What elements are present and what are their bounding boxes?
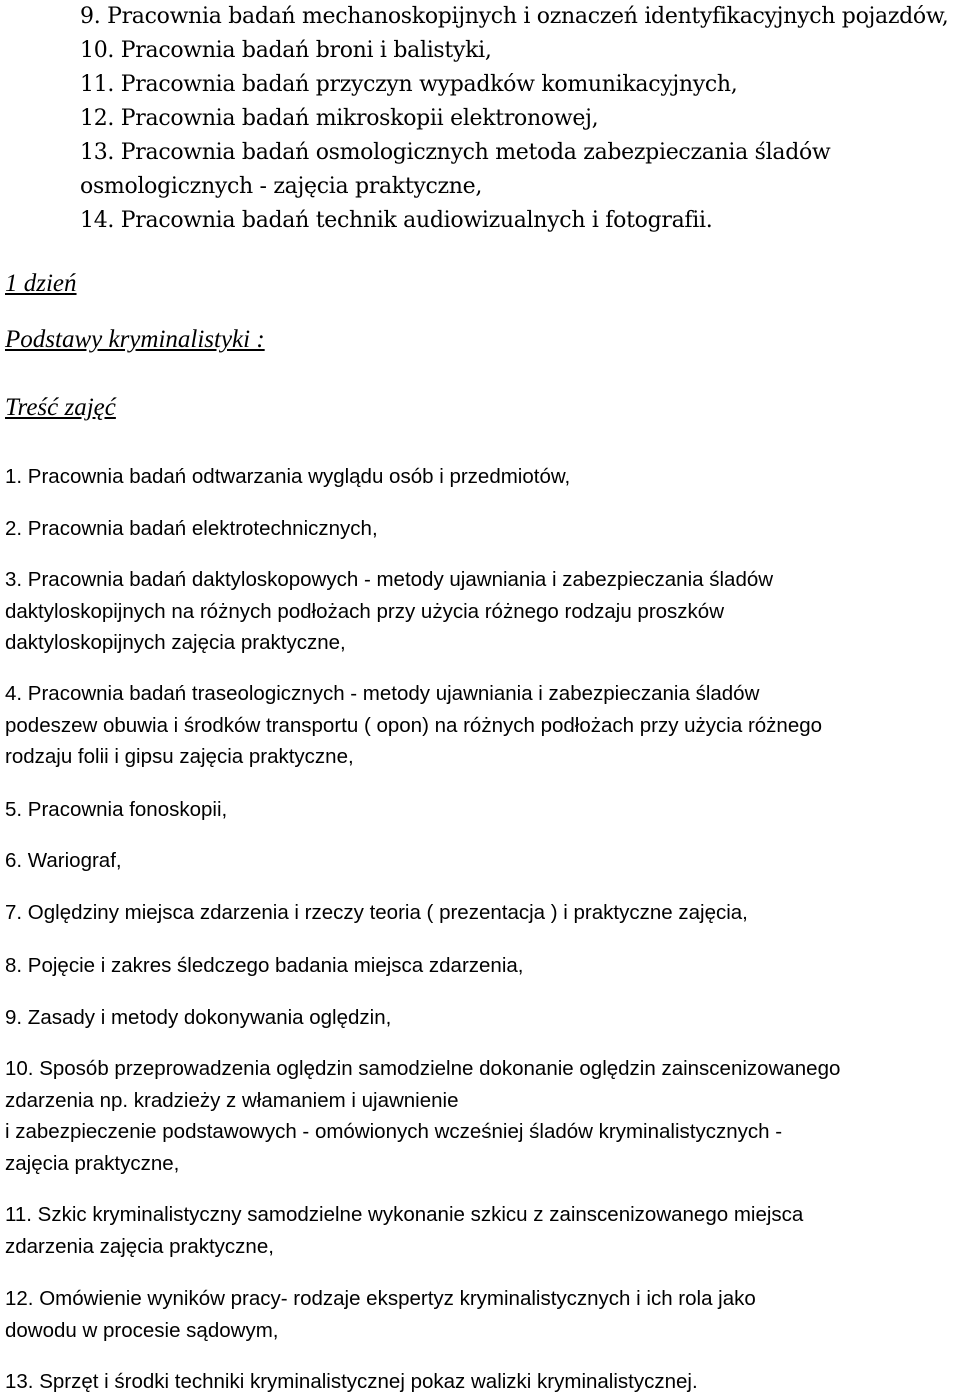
list-item: 13. Pracownia badań osmologicznych metoda zabezpieczania śladów xyxy=(80,140,831,165)
paragraph-line: 5. Pracownia fonoskopii, xyxy=(5,798,228,821)
paragraph-line: 4. Pracownia badań traseologicznych - metody ujawniania i zabezpieczania śladów xyxy=(5,682,760,705)
paragraph-line: zdarzenia np. kradzieży z włamaniem i ujawnienie xyxy=(5,1088,459,1112)
list-item: 14. Pracownia badań technik audiowizualnych i fotografii. xyxy=(80,208,713,233)
paragraph-line: 12. Omówienie wyników pracy- rodzaje ekspertyz kryminalistycznych i ich rola jako xyxy=(5,1287,756,1310)
paragraph-line: 8. Pojęcie i zakres śledczego badania miejsca zdarzenia, xyxy=(5,954,524,977)
program-item-12 xyxy=(5,1283,960,1346)
paragraph-line: 13. Sprzęt i środki techniki kryminalistycznej pokaz walizki kryminalistycznej. xyxy=(5,1370,698,1393)
paragraph-line: zajęcia praktyczne, xyxy=(5,1151,180,1175)
program-item-8 xyxy=(5,950,960,982)
paragraph-line: rodzaju folii i gipsu zajęcia praktyczne, xyxy=(5,745,354,768)
program-item-4 xyxy=(5,678,960,773)
paragraph-line: 2. Pracownia badań elektrotechnicznych, xyxy=(5,517,378,540)
paragraph-line: daktyloskopijnych na różnych podłożach przy użycia różnego rodzaju proszków xyxy=(5,599,725,623)
day-heading: 1 dzień xyxy=(5,270,77,297)
paragraph-line: 11. Szkic kryminalistyczny samodzielne wykonanie szkicu z zainscenizowanego miejsca xyxy=(5,1203,804,1226)
paragraph-line: dowodu w procesie sądowym, xyxy=(5,1318,279,1342)
paragraph-line: 10. Sposób przeprowadzenia oględzin samodzielne dokonanie oględzin zainscenizowanego xyxy=(5,1057,841,1080)
program-item-5 xyxy=(5,794,960,826)
paragraph-line: 1. Pracownia badań odtwarzania wyglądu osób i przedmiotów, xyxy=(5,465,571,488)
paragraph-line: 6. Wariograf, xyxy=(5,849,122,872)
program-item-3 xyxy=(5,564,960,659)
laboratory-list xyxy=(80,0,956,238)
list-item-continuation: osmologicznych - zajęcia praktyczne, xyxy=(80,174,483,199)
paragraph-line: 3. Pracownia badań daktyloskopowych - metody ujawniania i zabezpieczania śladów xyxy=(5,568,774,591)
program-item-11 xyxy=(5,1199,960,1262)
program-item-1 xyxy=(5,461,960,493)
paragraph-line: i zabezpieczenie podstawowych - omówionych wcześniej śladów kryminalistycznych - xyxy=(5,1120,783,1143)
topic-heading: Podstawy kryminalistyki : xyxy=(5,326,265,353)
program-item-10 xyxy=(5,1053,960,1179)
paragraph-line: daktyloskopijnych zajęcia praktyczne, xyxy=(5,631,346,654)
program-item-2 xyxy=(5,513,960,545)
paragraph-line: 7. Oględziny miejsca zdarzenia i rzeczy teoria ( prezentacja ) i praktyczne zajęcia, xyxy=(5,901,748,924)
list-item: 10. Pracownia badań broni i balistyki, xyxy=(80,38,492,63)
list-item: 11. Pracownia badań przyczyn wypadków komunikacyjnych, xyxy=(80,72,738,97)
content-heading: Treść zajęć xyxy=(5,394,116,421)
program-item-6 xyxy=(5,845,960,877)
program-item-9 xyxy=(5,1002,960,1034)
program-item-13 xyxy=(5,1366,960,1398)
paragraph-line: 9. Zasady i metody dokonywania oględzin, xyxy=(5,1006,392,1029)
paragraph-line: zdarzenia zajęcia praktyczne, xyxy=(5,1234,274,1258)
program-item-7 xyxy=(5,897,960,929)
paragraph-line: podeszew obuwia i środków transportu ( opon) na różnych podłożach przy użycia różnego xyxy=(5,713,823,737)
list-item: 9. Pracownia badań mechanoskopijnych i oznaczeń identyfikacyjnych pojazdów, xyxy=(80,4,949,29)
list-item: 12. Pracownia badań mikroskopii elektronowej, xyxy=(80,106,599,131)
